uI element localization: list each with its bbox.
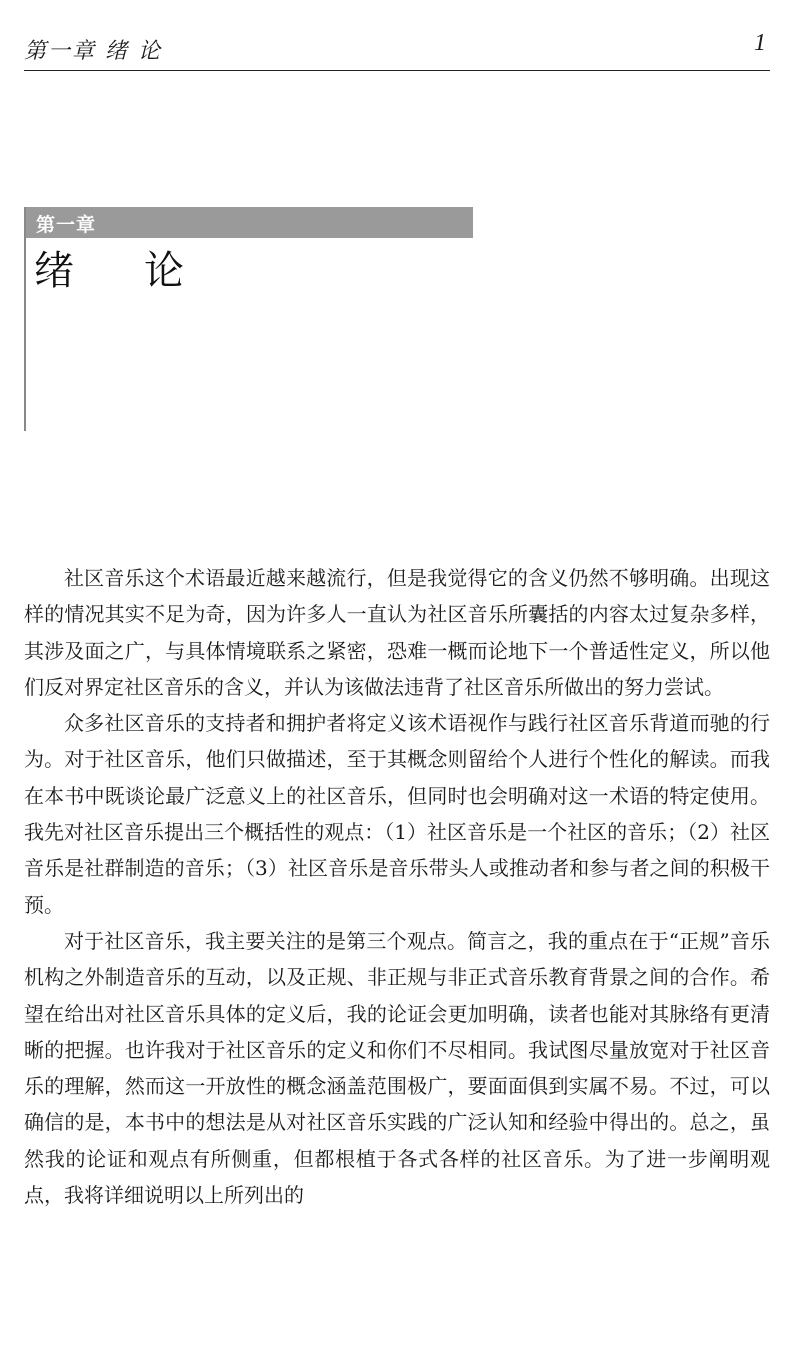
page-number: 1 bbox=[754, 30, 766, 56]
chapter-label-bar bbox=[26, 207, 473, 238]
chapter-title: 绪论 bbox=[34, 248, 254, 294]
paragraph: 对于社区音乐，我主要关注的是第三个观点。简言之，我的重点在于“正规”音乐机构之外制造音乐的互动，以及正规、非正规与非正式音乐教育背景之间的合作。希望在给出对社区音乐具体的定义后，我的论证会更加明确，读者也能对其脉络有更清晰的把握。也许我对于社区音乐的定义和你们不尽相同。我试图尽量放宽对于社区音乐的理解，然而这一开放性的概念涵盖范围极广，要面面俱到实属不易。不过，可以确信的是，本书中的想法是从对社区音乐实践的广泛认知和经验中得出的。总之，虽然我的论证和观点有所侧重，但都根植于各式各样的社区音乐。为了进一步阐明观点，我将详细说明以上所列出的 bbox=[24, 928, 770, 1208]
body-text bbox=[24, 560, 770, 1213]
chapter-heading-block bbox=[24, 207, 473, 431]
chapter-label: 第一章 bbox=[36, 214, 97, 236]
running-head bbox=[24, 28, 770, 71]
paragraph: 众多社区音乐的支持者和拥护者将定义该术语视作与践行社区音乐背道而驰的行为。对于社区音乐，他们只做描述，至于其概念则留给个人进行个性化的解读。而我在本书中既谈论最广泛意义上的社区音乐，但同时也会明确对这一术语的特定使用。我先对社区音乐提出三个概括性的观点：（1）社区音乐是一个社区的音乐；（2）社区音乐是社群制造的音乐；（3）社区音乐是音乐带头人或推动者和参与者之间的积极干预。 bbox=[24, 711, 770, 917]
paragraph: 社区音乐这个术语最近越来越流行，但是我觉得它的含义仍然不够明确。出现这样的情况其实不足为奇，因为许多人一直认为社区音乐所囊括的内容太过复杂多样，其涉及面之广，与具体情境联系之紧密，恐难一概而论地下一个普适性定义，所以他们反对界定社区音乐的含义，并认为该做法违背了社区音乐所做出的努力尝试。 bbox=[24, 566, 770, 699]
running-head-title: 第一章 绪 论 bbox=[24, 39, 162, 64]
